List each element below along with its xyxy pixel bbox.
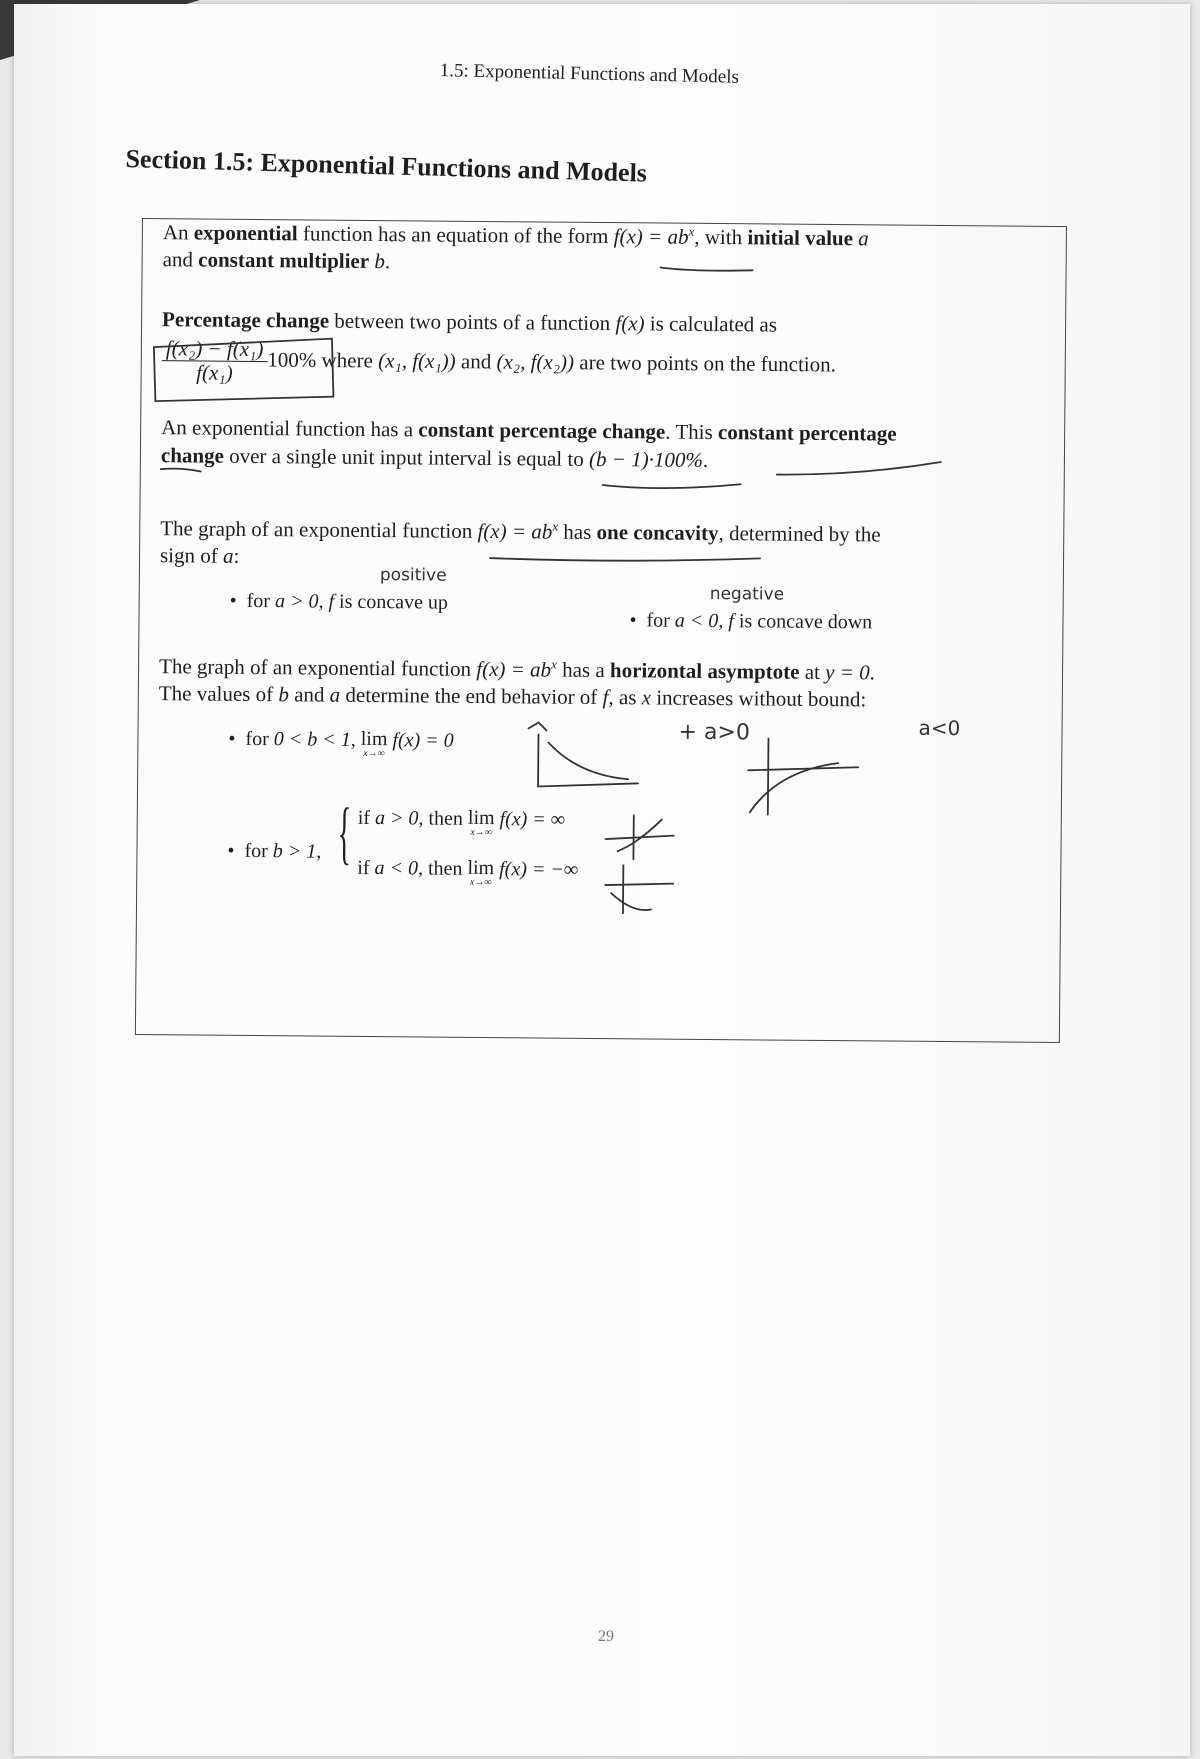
formula: (b − 1)·100% bbox=[588, 446, 704, 472]
text-segment: is calculated as bbox=[644, 311, 778, 337]
text-segment: function has an equation of the form bbox=[297, 221, 614, 249]
bullet-dot: • bbox=[629, 609, 647, 632]
bullet-dot: • bbox=[227, 839, 245, 862]
text-segment: The graph of an exponential function bbox=[160, 516, 478, 543]
formula: f(x) bbox=[615, 311, 645, 336]
text-segment: increases without bound: bbox=[650, 685, 867, 712]
handwritten-negative: negative bbox=[709, 583, 785, 605]
variable-b: b bbox=[278, 682, 290, 707]
lim-subscript: x→∞ bbox=[470, 826, 492, 839]
lim-label: lim bbox=[360, 727, 388, 751]
text-segment: . This bbox=[665, 419, 719, 445]
document-page bbox=[14, 4, 1190, 1756]
sketch-neg-axes bbox=[748, 738, 859, 815]
fraction-denominator: f(x₁) bbox=[196, 360, 233, 385]
sketch-growth-pos bbox=[605, 815, 673, 860]
variable-f: f bbox=[602, 685, 609, 710]
term-one-concavity: one concavity bbox=[596, 519, 719, 546]
point-1: (x₁, f(x₁)) bbox=[378, 348, 456, 374]
underline-concavity bbox=[490, 556, 760, 562]
variable-f: f bbox=[328, 590, 335, 613]
lim-subscript: x→∞ bbox=[469, 876, 492, 889]
text-segment: is concave down bbox=[733, 610, 873, 634]
condition: a > 0 bbox=[374, 807, 419, 830]
underline-constant-percentage bbox=[777, 461, 941, 476]
text-segment: and bbox=[455, 349, 497, 374]
text-segment: , with bbox=[694, 224, 748, 250]
variable-a: a bbox=[329, 682, 341, 707]
lim-subscript: x→∞ bbox=[363, 747, 385, 760]
text-segment: for bbox=[244, 839, 273, 863]
term-initial-value: initial value bbox=[747, 225, 854, 251]
limit-result: f(x) = −∞ bbox=[494, 858, 579, 881]
text-segment: for bbox=[245, 727, 274, 751]
fraction-numerator: f(x₂) − f(x₁) bbox=[162, 337, 268, 362]
text-segment: for bbox=[646, 609, 675, 632]
text-segment: for bbox=[246, 589, 276, 613]
running-header: 1.5: Exponential Functions and Models bbox=[439, 60, 740, 88]
variable-a: a bbox=[222, 543, 234, 568]
variable-f: f bbox=[728, 610, 735, 633]
term-horizontal-asymptote: horizontal asymptote bbox=[609, 658, 800, 684]
variable-x: x bbox=[641, 685, 652, 710]
term-change: change bbox=[160, 443, 225, 468]
limit-result: f(x) = ∞ bbox=[494, 808, 566, 831]
text-segment: An bbox=[162, 220, 194, 245]
handwritten-annotations bbox=[136, 219, 1066, 1042]
underline-expression bbox=[603, 483, 741, 489]
text-segment: , bbox=[316, 840, 322, 863]
text-segment: , bbox=[718, 610, 729, 633]
condition: b > 1 bbox=[272, 840, 317, 863]
underline-change bbox=[161, 469, 201, 472]
point-2: (x₂, f(x₂)) bbox=[496, 349, 575, 375]
handwritten-a-negative: a<0 bbox=[918, 715, 961, 741]
text-segment: sign of bbox=[159, 543, 224, 568]
brace-symbol: { bbox=[337, 794, 352, 872]
text-segment: An exponential function has a bbox=[161, 415, 419, 442]
text-segment: if bbox=[357, 806, 376, 830]
text-segment: has a bbox=[556, 657, 611, 683]
page-number: 29 bbox=[598, 1628, 614, 1645]
text-segment: . bbox=[384, 249, 391, 274]
term-percentage-change: Percentage change bbox=[162, 307, 330, 333]
condition: a < 0 bbox=[374, 857, 419, 880]
text-segment: , bbox=[318, 590, 329, 613]
text-segment: where bbox=[316, 347, 379, 373]
percent-factor: 100% bbox=[267, 347, 317, 372]
formula: f(x) = ab bbox=[613, 224, 689, 249]
text-segment: is concave up bbox=[333, 590, 449, 614]
sketch-decay-axes bbox=[528, 722, 639, 787]
condition: a < 0 bbox=[674, 609, 719, 633]
text-segment: and bbox=[288, 682, 330, 707]
lim-label: lim bbox=[467, 806, 495, 830]
text-segment: , then bbox=[417, 857, 468, 880]
sketch-decay-curve bbox=[548, 743, 628, 780]
section-title: Section 1.5: Exponential Functions and Models bbox=[125, 144, 648, 188]
condition: a > 0 bbox=[274, 590, 319, 613]
condition: 0 < b < 1 bbox=[273, 728, 351, 751]
lim-label: lim bbox=[467, 856, 495, 880]
handwritten-a-positive: + a>0 bbox=[678, 719, 750, 746]
term-exponential: exponential bbox=[193, 220, 298, 246]
text-segment: . bbox=[702, 447, 709, 472]
box-fraction bbox=[153, 337, 334, 403]
term-constant-percentage-change: constant percentage change bbox=[418, 417, 666, 444]
content-box bbox=[135, 218, 1067, 1043]
variable-b: b bbox=[369, 248, 385, 274]
asymptote-equation: y = 0 bbox=[825, 659, 870, 685]
exponent: x bbox=[551, 656, 558, 672]
term-constant-multiplier: constant multiplier bbox=[198, 247, 370, 273]
text-segment: , then bbox=[418, 807, 469, 830]
text-segment: . bbox=[869, 660, 876, 685]
variable-a: a bbox=[852, 226, 869, 251]
text-segment: has bbox=[558, 519, 597, 544]
text-segment: determine the end behavior of bbox=[340, 682, 603, 710]
bullet-dot: • bbox=[229, 589, 247, 612]
sketch-growth-neg bbox=[605, 865, 673, 914]
formula: f(x) = ab bbox=[477, 518, 553, 544]
text-segment: , bbox=[350, 728, 361, 751]
underline-formula bbox=[661, 268, 753, 271]
text-segment: over a single unit input interval is equal to bbox=[223, 443, 590, 471]
text-segment: , as bbox=[608, 685, 642, 710]
handwritten-positive: positive bbox=[379, 565, 447, 586]
formula: f(x) = ab bbox=[476, 656, 552, 682]
text-segment: and bbox=[162, 247, 199, 272]
text-segment: The values of bbox=[158, 681, 279, 707]
exponent: x bbox=[552, 518, 559, 534]
text-segment: The graph of an exponential function bbox=[158, 654, 477, 681]
text-segment: at bbox=[799, 659, 826, 684]
text-segment: : bbox=[233, 543, 240, 568]
text-segment: , determined by the bbox=[718, 521, 881, 547]
bullet-dot: • bbox=[228, 727, 246, 750]
text-segment: if bbox=[357, 856, 375, 880]
text-segment: between two points of a function bbox=[328, 308, 616, 336]
limit-result: f(x) = 0 bbox=[387, 729, 454, 752]
text-segment: are two points on the function. bbox=[573, 350, 837, 377]
exponent: x bbox=[688, 223, 695, 239]
term-constant-percentage: constant percentage bbox=[717, 420, 897, 446]
